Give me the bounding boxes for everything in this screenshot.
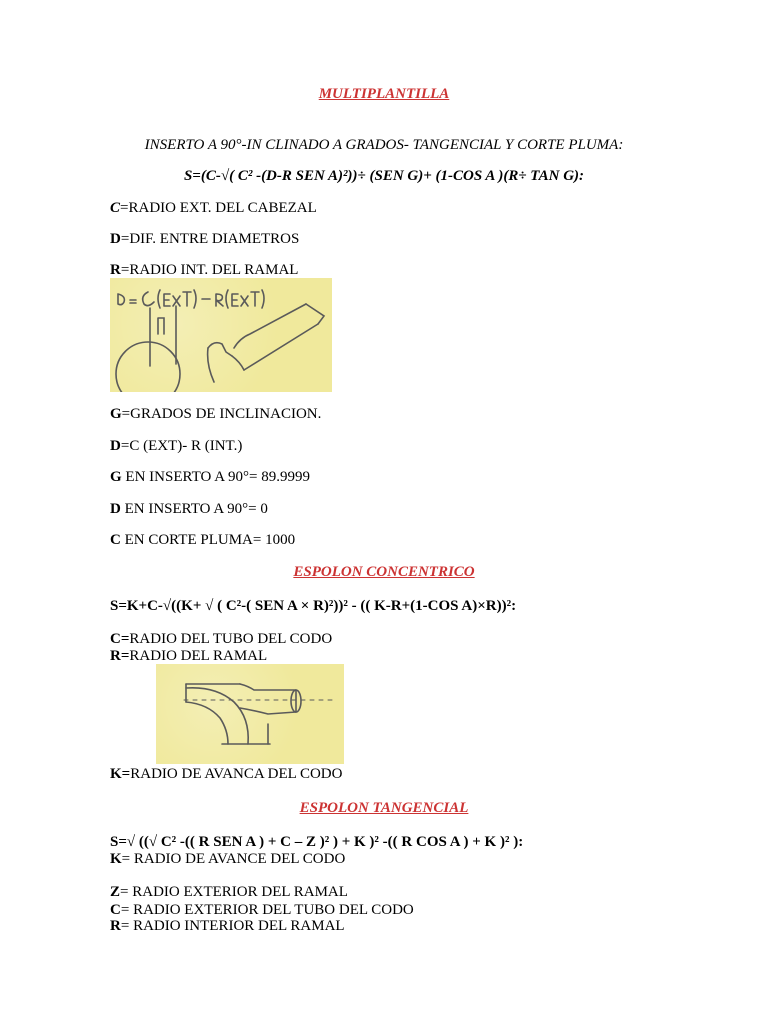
def-c-cabezal [110, 200, 317, 217]
def-k-avance [110, 851, 345, 868]
def-text: EN CORTE PLUMA= 1000 [124, 532, 296, 548]
def-text: RADIO EXTERIOR DEL TUBO DEL CODO [129, 902, 414, 918]
def-r-ramal [110, 262, 298, 279]
def-sep: = [120, 231, 130, 247]
def-d-90 [110, 501, 268, 518]
def-r-interior [110, 918, 345, 935]
def-text: C (EXT)- R (INT.) [129, 438, 243, 454]
section1-formula: S=(C-√( C² -(D-R SEN A)²))÷ (SEN G)+ (1-COS A )(R÷ TAN G): [183, 168, 585, 184]
section3-formula: S=√ ((√ C² -(( R SEN A ) + C – Z )² ) + K )² -(( R COS A ) + K )² ): [110, 834, 524, 850]
sketch-inserto-image [110, 278, 332, 392]
def-c-tubo-exterior [110, 902, 414, 919]
def-sep: = [121, 851, 131, 867]
def-sep: = [120, 200, 129, 216]
def-key: C [110, 902, 121, 918]
def-text: RADIO INT. DEL RAMAL [129, 262, 299, 278]
def-key: C [110, 631, 121, 647]
def-d-diametros [110, 231, 299, 248]
section2-heading: ESPOLON CONCENTRICO [293, 564, 475, 580]
def-sep: = [120, 918, 130, 934]
def-key: Z [110, 884, 121, 900]
def-key: D [110, 501, 121, 517]
def-sep: = [120, 262, 130, 278]
def-d-c-r [110, 438, 242, 455]
def-sep: = [121, 406, 131, 422]
def-key: R [110, 262, 121, 278]
def-key: R [110, 648, 121, 664]
def-sep: = [121, 766, 131, 782]
def-key: D [110, 438, 121, 454]
section3-heading: ESPOLON TANGENCIAL [299, 800, 469, 816]
page-title: MULTIPLANTILLA [318, 86, 450, 102]
def-key: D [110, 231, 121, 247]
def-text: RADIO EXT. DEL CABEZAL [128, 200, 317, 216]
def-c-pluma [110, 532, 295, 549]
sketch-espolon-drawing [156, 664, 344, 764]
def-text: RADIO DE AVANCE DEL CODO [130, 851, 346, 867]
def-g-90 [110, 469, 310, 486]
def-text: EN INSERTO A 90°= 89.9999 [125, 469, 310, 485]
def-text: RADIO DE AVANCA DEL CODO [130, 766, 343, 782]
def-sep: = [120, 648, 130, 664]
def-k-avanca [110, 766, 342, 783]
def-sep: = [120, 884, 129, 900]
section2-formula: S=K+C-√((K+ √ ( C²-( SEN A × R)²))² - (( K-R+(1-COS A)×R))²: [110, 598, 517, 614]
def-text: RADIO EXTERIOR DEL RAMAL [128, 884, 348, 900]
def-key: K [110, 851, 122, 867]
def-text: RADIO DEL TUBO DEL CODO [129, 631, 333, 647]
def-z-ramal [110, 884, 348, 901]
def-key: G [110, 406, 122, 422]
def-text: DIF. ENTRE DIAMETROS [129, 231, 300, 247]
def-sep: = [120, 631, 130, 647]
def-key: C [110, 200, 121, 216]
def-key: G [110, 469, 122, 485]
def-key: K [110, 766, 122, 782]
def-text: EN INSERTO A 90°= 0 [124, 501, 268, 517]
def-sep: = [120, 438, 130, 454]
def-key: R [110, 918, 121, 934]
sketch-espolon-image [156, 664, 344, 764]
def-g-grados [110, 406, 321, 423]
def-text: RADIO DEL RAMAL [129, 648, 268, 664]
def-text: GRADOS DE INCLINACION. [130, 406, 322, 422]
def-text: RADIO INTERIOR DEL RAMAL [129, 918, 345, 934]
section1-subtitle: INSERTO A 90°-IN CLINADO A GRADOS- TANGENCIAL Y CORTE PLUMA: [144, 137, 624, 153]
def-r-ramal-2 [110, 648, 267, 665]
def-sep: = [120, 902, 130, 918]
def-key: C [110, 532, 121, 548]
sketch-inserto-drawing [110, 278, 332, 392]
def-c-tubo-codo [110, 631, 332, 648]
